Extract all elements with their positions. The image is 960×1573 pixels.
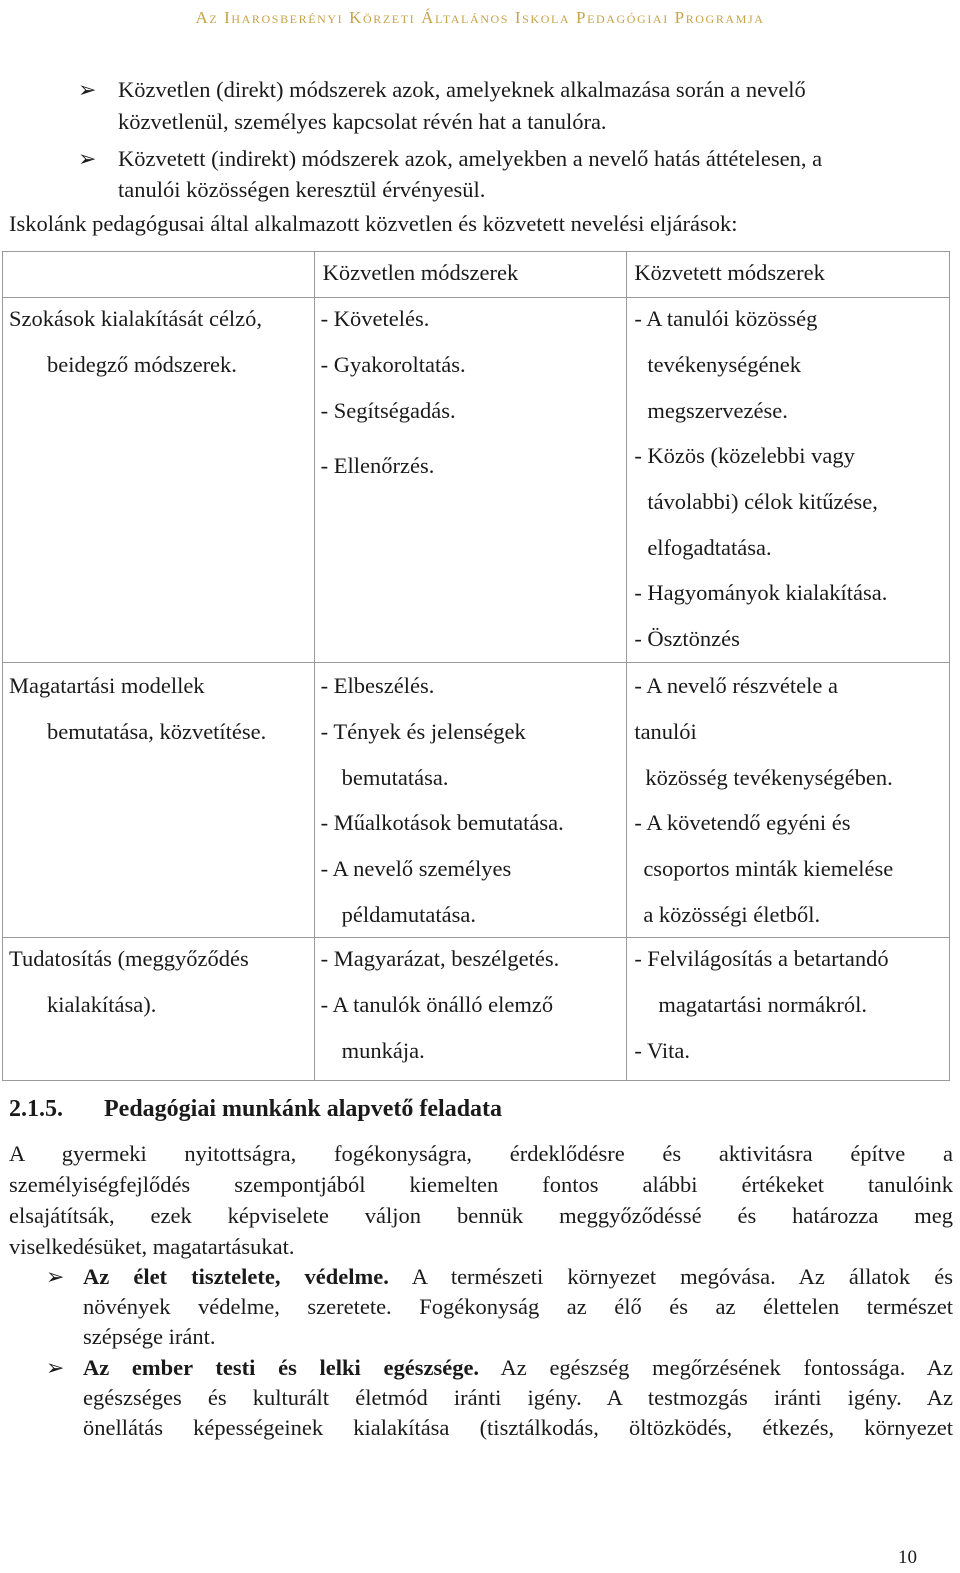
section-number: 2.1.5.: [9, 1096, 63, 1122]
bullet-arrow-icon: ➢: [78, 146, 97, 171]
indirect-item: - A tanulói közösség: [634, 306, 818, 331]
table-row: [3, 938, 950, 1081]
value-bullet-2-line2: egészséges és kulturált életmód iránti igény. A testmozgás iránti igény. Az: [83, 1385, 953, 1410]
category-text: bemutatása, közvetítése.: [47, 719, 267, 744]
bullet-arrow-icon: ➢: [78, 77, 97, 102]
indirect-item: a közösségi életből.: [643, 902, 821, 927]
indirect-item: távolabbi) célok kitűzése,: [647, 489, 878, 514]
running-header: Az Iharosberényi Körzeti Általános Iskola Pedagógiai Programja: [195, 8, 765, 27]
direct-item: - Tények és jelenségek: [320, 719, 526, 744]
value-bullet-1-title: Az élet tisztelete, védelme.: [83, 1264, 389, 1289]
value-bullet-1-line2: növények védelme, szeretete. Fogékonyság az élő és az élettelen természet: [83, 1294, 953, 1319]
indirect-item: tevékenységének: [647, 352, 801, 377]
category-cell: [3, 298, 315, 663]
category-text: Tudatosítás (meggyőződés: [9, 946, 249, 971]
direct-cell: [314, 663, 627, 938]
intro-bullet-2-line2: tanulói közösségen keresztül érvényesül.: [118, 177, 486, 202]
indirect-item: - Felvilágosítás a betartandó: [634, 946, 889, 971]
column-header-direct: Közvetlen módszerek: [322, 260, 519, 285]
value-bullet-1-text: A természeti környezet megóvása. Az állatok és: [388, 1264, 953, 1289]
intro-bullet-1-line1: Közvetlen (direkt) módszerek azok, amelyeknek alkalmazása során a nevelő: [118, 77, 806, 102]
direct-item: - Műalkotások bemutatása.: [320, 810, 564, 835]
bullet-arrow-icon: ➢: [46, 1264, 65, 1289]
column-header-indirect: Közvetett módszerek: [634, 260, 825, 285]
indirect-item: elfogadtatása.: [647, 535, 772, 560]
bullet-arrow-icon: ➢: [46, 1355, 65, 1380]
direct-item: - Segítségadás.: [320, 398, 456, 423]
indirect-item: - Közös (közelebbi vagy: [634, 443, 855, 468]
direct-item: munkája.: [341, 1038, 425, 1063]
header-cell-indirect: [627, 252, 950, 298]
value-bullet-2-line3: önellátás képességeinek kialakítása (tisztálkodás, öltözködés, étkezés, környezet: [83, 1415, 953, 1440]
paragraph-line: elsajátítsák, ezek képviselete váljon bennük meggyőződéssé és határozza meg: [9, 1203, 953, 1228]
direct-item: - A nevelő személyes: [320, 856, 512, 881]
indirect-item: megszervezése.: [647, 398, 788, 423]
category-text: Magatartási modellek: [9, 673, 205, 698]
table-intro: Iskolánk pedagógusai által alkalmazott közvetlen és közvetett nevelési eljárások:: [9, 211, 738, 236]
header-cell-empty: [3, 252, 315, 298]
indirect-cell: [627, 298, 950, 663]
indirect-item: - Vita.: [634, 1038, 691, 1063]
page-number: 10: [898, 1547, 917, 1568]
direct-item: - Gyakoroltatás.: [320, 352, 466, 377]
indirect-item: csoportos minták kiemelése: [643, 856, 894, 881]
paragraph-line: viselkedésüket, magatartásukat.: [9, 1234, 295, 1259]
header-cell-direct: [314, 252, 627, 298]
table-header-row: [3, 252, 950, 298]
indirect-item: - Hagyományok kialakítása.: [634, 580, 888, 605]
value-bullet-2-line1: [83, 1352, 953, 1383]
indirect-cell: [627, 938, 950, 1081]
indirect-item: - Ösztönzés: [634, 626, 740, 651]
direct-item: - Magyarázat, beszélgetés.: [320, 946, 560, 971]
category-text: Szokások kialakítását célzó,: [9, 306, 263, 331]
indirect-item: tanulói: [634, 719, 697, 744]
indirect-item: közösség tevékenységében.: [645, 765, 893, 790]
category-text: kialakítása).: [47, 992, 157, 1017]
intro-bullet-2-line1: Közvetett (indirekt) módszerek azok, amelyekben a nevelő hatás áttételesen, a: [118, 146, 823, 171]
methods-table: [2, 251, 950, 1081]
direct-item: - Elbeszélés.: [320, 673, 435, 698]
paragraph-line: személyiségfejlődés szempontjából kiemelten fontos alábbi értékeket tanulóink: [9, 1172, 953, 1197]
direct-item: - A tanulók önálló elemző: [320, 992, 554, 1017]
direct-cell: [314, 938, 627, 1081]
value-bullet-2-title: Az ember testi és lelki egészsége.: [83, 1355, 480, 1380]
category-cell: [3, 938, 315, 1081]
table-row: [3, 663, 950, 938]
indirect-item: magatartási normákról.: [658, 992, 867, 1017]
direct-item: példamutatása.: [341, 902, 476, 927]
direct-item: - Ellenőrzés.: [320, 453, 435, 478]
indirect-cell: [627, 663, 950, 938]
category-text: beidegző módszerek.: [47, 352, 237, 377]
indirect-item: - A nevelő részvétele a: [634, 673, 838, 698]
intro-bullet-1-line2: közvetlenül, személyes kapcsolat révén hat a tanulóra.: [118, 109, 607, 134]
value-bullet-1-line3: szépsége iránt.: [83, 1324, 216, 1349]
table-row: [3, 298, 950, 663]
category-cell: [3, 663, 315, 938]
paragraph-line: A gyermeki nyitottságra, fogékonyságra, érdeklődésre és aktivitásra építve a: [9, 1141, 953, 1166]
direct-cell: [314, 298, 627, 663]
direct-item: bemutatása.: [341, 765, 449, 790]
indirect-item: - A követendő egyéni és: [634, 810, 851, 835]
value-bullet-1-line1: [83, 1261, 953, 1292]
section-title: Pedagógiai munkánk alapvető feladata: [104, 1096, 503, 1122]
value-bullet-2-text: Az egészség megőrzésének fontossága. Az: [479, 1355, 954, 1380]
direct-item: - Követelés.: [320, 306, 430, 331]
